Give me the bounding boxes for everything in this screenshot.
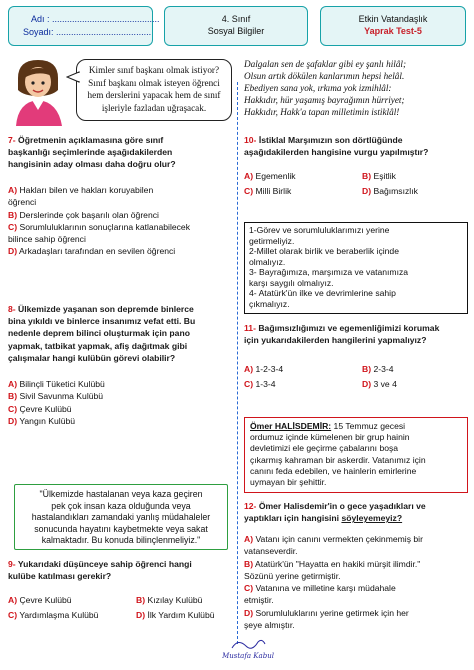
- option-d[interactable]: D) Bağımsızlık: [362, 186, 418, 197]
- statement-item: 4- Atatürk'ün ilke ve devrimlerine sahip: [249, 288, 396, 298]
- option-a[interactable]: A) Vatanı için canını vermekten çekinmemiş bir: [244, 534, 423, 544]
- question-8-options: [8, 378, 234, 427]
- option-c[interactable]: C) Milli Birlik: [244, 186, 292, 197]
- question-11-options: [244, 363, 470, 391]
- option-a[interactable]: A) Bilinçli Tüketici Kulübü: [8, 379, 105, 389]
- verse-line: Hakkıdır, hür yaşamış bayrağımın hürriyet;: [244, 95, 405, 106]
- question-text: aşağıdakilerden hangisine vurgu yapılmıştır?: [244, 147, 429, 158]
- question-text: Bağımsızlığımızı ve egemenliğimizi korumak: [258, 323, 440, 333]
- option-c-cont: etmiştir.: [244, 595, 274, 606]
- option-d[interactable]: D) İlk Yardım Kulübü: [136, 610, 215, 621]
- question-9: [8, 558, 234, 582]
- question-10: [244, 134, 472, 158]
- option-b-cont: Sözünü yerine getirmiştir.: [244, 570, 341, 581]
- question-text: İstiklal Marşımızın son dörtlüğünde: [258, 135, 403, 145]
- question-7-options: [8, 184, 234, 258]
- halisdemir-text: 15 Temmuz gecesi: [331, 421, 406, 431]
- option-b[interactable]: B) Derslerinde çok başarılı olan öğrenci: [8, 209, 159, 220]
- option-c[interactable]: C) Çevre Kulübü: [8, 403, 72, 414]
- question-text: için yukarıdakilerden hangilerini yapmalıyız?: [244, 335, 427, 346]
- question-9-options: [8, 594, 234, 622]
- bubble-line: hem derslerini yapacak hem de sınıf: [87, 90, 221, 100]
- column-divider: [237, 82, 238, 644]
- option-d[interactable]: D) Sorumluluklarını yerine getirmek için her: [244, 607, 409, 618]
- question-emphasis: söyleyemeyiz?: [341, 513, 403, 524]
- question-text: yapmak, tatbikat yapmak, afiş dağıtmak gibi: [8, 340, 188, 351]
- question-text: yaptıkları için hangisini: [244, 513, 342, 524]
- question-11: [244, 322, 472, 346]
- question-number: 10-: [244, 135, 257, 145]
- halisdemir-box: [244, 417, 468, 493]
- question-number: 11-: [244, 323, 256, 333]
- grade-box: [164, 6, 308, 46]
- question-text: çalışmalar hangi kulübün görevi olabilir?: [8, 352, 176, 363]
- question-12-options: [244, 533, 472, 631]
- surname-label: Soyadı:: [23, 27, 54, 37]
- question-text: hangisinin aday olması daha doğru olur?: [8, 159, 176, 170]
- halisdemir-text: uymayan bir şehittir.: [250, 477, 327, 488]
- question-text: nedenle deprem bilinci oluşturmak için pano: [8, 328, 190, 339]
- question-text: Öğretmenin açıklamasına göre sınıf: [18, 135, 164, 145]
- question-10-options: [244, 170, 470, 198]
- name-box: [8, 6, 160, 46]
- question-number: 7-: [8, 135, 16, 145]
- option-d[interactable]: D) Yangın Kulübü: [8, 415, 76, 426]
- quote-line: pek çok insan kaza olduğunda veya: [51, 500, 191, 511]
- bubble-line: Kimler sınıf başkanı olmak istiyor?: [88, 65, 220, 75]
- verse-line: Olsun artık dökülen kanlarımın hepsi helâl.: [244, 71, 405, 82]
- option-b[interactable]: B) 2-3-4: [362, 364, 394, 374]
- quote-line: hastalandıkları zamandaki yanlış müdahaleler: [31, 512, 211, 522]
- course-label: Etkin Vatandaşlık: [358, 14, 428, 24]
- option-d[interactable]: D) 3 ve 4: [362, 379, 397, 390]
- verse-line: Dalgalan sen de şafaklar gibi ey şanlı hilâl;: [244, 59, 407, 69]
- statement-item: 2-Millet olarak birlik ve beraberlik içinde: [249, 246, 399, 256]
- halisdemir-text: çıkarmış kahraman bir askerdir. Vatanımız için: [250, 454, 426, 465]
- option-b[interactable]: B) Kızılay Kulübü: [136, 595, 203, 605]
- halisdemir-name: Ömer HALİSDEMİR:: [250, 421, 332, 431]
- test-label: Yaprak Test-5: [364, 26, 422, 36]
- grade-label: 4. Sınıf: [221, 14, 251, 24]
- quote-line: sonucunda hayatını kaybetmekte veya sakat: [34, 523, 208, 534]
- quote-line: "Ülkemizde hastalanan veya kaza geçiren: [39, 489, 203, 499]
- question-text: kulübe katılması gerekir?: [8, 571, 112, 582]
- option-b[interactable]: B) Atatürk'ün "Hayatta en hakiki mürşit ilimdir.": [244, 558, 421, 569]
- name-field[interactable]: ...........................................: [52, 14, 160, 24]
- name-label: Adı :: [31, 14, 50, 24]
- statement-cont: getirmeliyiz.: [249, 235, 295, 246]
- option-a-cont: vatanseverdir.: [244, 546, 298, 557]
- option-c[interactable]: C) Yardımlaşma Kulübü: [8, 610, 99, 621]
- option-a-cont: öğrenci: [8, 197, 37, 208]
- option-b[interactable]: B) Eşitlik: [362, 171, 396, 181]
- question-7: [8, 134, 234, 171]
- bubble-tail: [66, 70, 80, 84]
- statement-item: 3- Bayrağımıza, marşımıza ve vatanımıza: [249, 267, 409, 277]
- option-c[interactable]: C) Vatanına ve milletine karşı müdahale: [244, 583, 396, 594]
- course-box: [320, 6, 466, 46]
- question-12: [244, 500, 472, 524]
- bubble-line: işleriyle fazladan uğraşacak.: [101, 102, 207, 113]
- signature-flourish-icon: [228, 636, 268, 652]
- question-text: bina yıkıldı ve binlerce insanımız vefat etti. Bu: [8, 316, 196, 327]
- quote-line: kalmaktadır. Bu konuda bilinçlenmeliyiz.": [41, 535, 201, 545]
- halisdemir-text: canını feda edebilen, ve hainlerin emirlerine: [250, 465, 417, 476]
- question-number: 12-: [244, 501, 257, 511]
- question-8: [8, 303, 234, 364]
- question-text: Ülkemizde yaşanan son depremde binlerce: [18, 304, 194, 314]
- signature-text: Mustafa Kabul: [222, 652, 274, 660]
- option-d-cont: şeye almıştır.: [244, 620, 295, 631]
- question-text: başkanlığı seçimlerinde aşağıdakilerden: [8, 147, 173, 158]
- surname-field[interactable]: ......................................: [56, 27, 152, 37]
- option-a[interactable]: A) 1-2-3-4: [244, 364, 284, 374]
- question-number: 8-: [8, 304, 16, 314]
- option-c[interactable]: C) Sorumluluklarının sonuçlarına katlanabilecek: [8, 221, 191, 232]
- option-a[interactable]: A) Egemenlik: [244, 171, 296, 181]
- option-a[interactable]: A) Hakları bilen ve hakları koruyabilen: [8, 185, 154, 195]
- statement-item: 1-Görev ve sorumluluklarımızı yerine: [249, 225, 390, 235]
- option-a[interactable]: A) Çevre Kulübü: [8, 595, 72, 605]
- bubble-line: Sınıf başkanı olmak isteyen öğrenci: [88, 77, 220, 88]
- option-d[interactable]: D) Arkadaşları tarafından en sevilen öğrenci: [8, 246, 176, 257]
- option-c-cont: bilince sahip öğrenci: [8, 234, 86, 245]
- quote-box: [14, 484, 228, 550]
- question-text: Ömer Halisdemir'in o gece yaşadıkları ve: [258, 501, 426, 511]
- statements-box: [244, 222, 468, 314]
- anthem-verse: [244, 58, 470, 118]
- subject-label: Sosyal Bilgiler: [207, 26, 265, 36]
- question-number: 9-: [8, 559, 16, 569]
- option-b[interactable]: B) Sivil Savunma Kulübü: [8, 391, 104, 402]
- halisdemir-text: devletimizi ele geçirme çabalarını boşa: [250, 443, 399, 454]
- speech-bubble: [76, 59, 232, 121]
- teacher-illustration: [8, 56, 72, 126]
- option-c[interactable]: C) 1-3-4: [244, 379, 276, 390]
- statement-cont: karşı saygılı olmalıyız.: [249, 277, 334, 288]
- question-text: Yukarıdaki düşünceye sahip öğrenci hangi: [17, 559, 192, 569]
- statement-cont: çıkmalıyız.: [249, 298, 290, 309]
- halisdemir-text: ordumuz içinde kümelenen bir grup hainin: [250, 432, 410, 443]
- statement-cont: olmalıyız.: [249, 256, 286, 267]
- verse-line: Ebediyen sana yok, ırkıma yok izmihlâl:: [244, 83, 392, 94]
- signature-mark: [218, 636, 278, 666]
- verse-line: Hakkıdır, Hakk'a tapan milletimin istiklâl!: [244, 107, 400, 118]
